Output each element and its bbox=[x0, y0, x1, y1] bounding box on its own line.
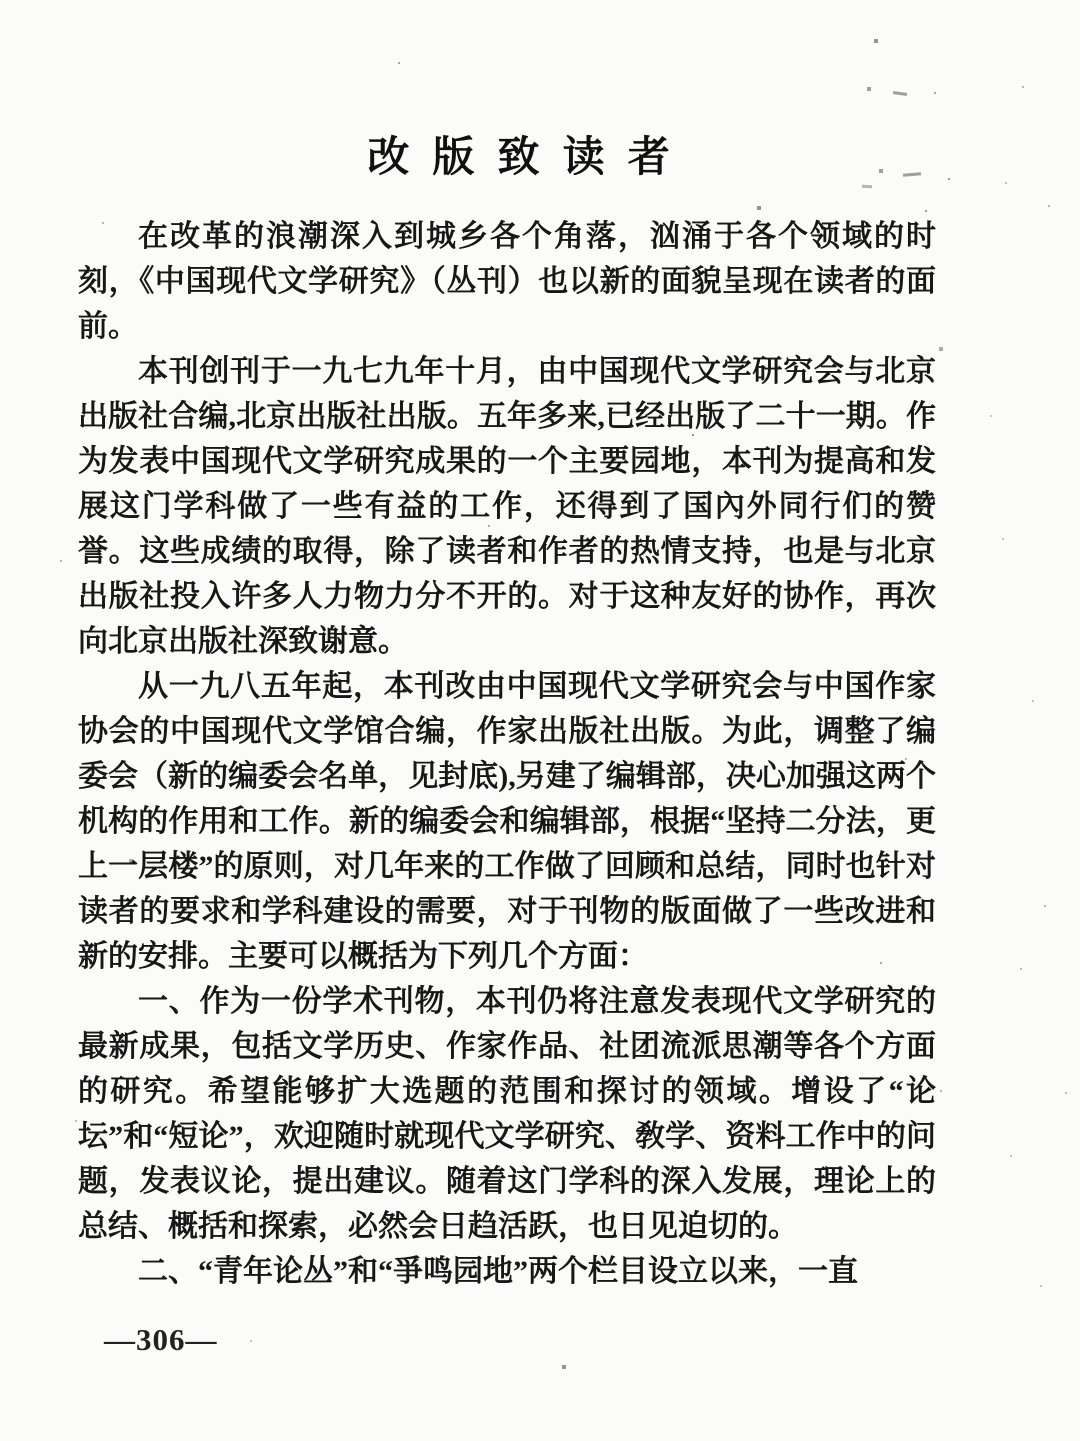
scan-noise-speckles bbox=[0, 0, 2, 2]
paragraph-intro: 在改革的浪潮深入到城乡各个角落，汹涌于各个领域的时刻，《中国现代文学研究》（丛刊）也以新的面貌呈现在读者的面前。 bbox=[78, 220, 936, 343]
page-number: —306— bbox=[104, 1322, 218, 1357]
scan-smudge-mark bbox=[893, 91, 907, 96]
paragraph-point-two: 二、“青年论丛”和“爭鸣园地”两个栏目设立以来，一直 bbox=[138, 1255, 858, 1288]
paragraph-reorganization: 从一九八五年起，本刊改由中国现代文学研究会与中国作家协会的中国现代文学馆合编，作家出版社出版。为此，调整了编委会（新的编委会名单，见封底),另建了编辑部，决心加强这两个机构的作用和工作。新的编委会和编辑部，根据“坚持二分法，更上一层楼”的原则，对几年来的工作做了回顾和总结，同时也针对读者的要求和学科建设的需要，对于刊物的版面做了一些改进和新的安排。主要可以概括为下列几个方面： bbox=[78, 670, 936, 973]
scan-smudge-mark bbox=[862, 185, 872, 189]
page-title: 改版致读者 bbox=[367, 135, 693, 181]
paragraph-history: 本刊创刊于一九七九年十月，由中国现代文学研究会与北京出版社合编,北京出版社出版。五年多来,已经出版了二十一期。作为发表中国现代文学研究成果的一个主要园地，本刊为提高和发展这门学科做了一些有益的工作，还得到了国內外同行们的赞誉。这些成绩的取得，除了读者和作者的热情支持，也是与北京出版社投入许多人力物力分不开的。对于这种友好的协作，再次向北京出版社深致谢意。 bbox=[78, 355, 936, 658]
paragraph-point-one: 一、作为一份学术刊物，本刊仍将注意发表现代文学研究的最新成果，包括文学历史、作家作品、社团流派思潮等各个方面的研究。希望能够扩大选题的范围和探讨的领域。增设了“论坛”和“短论”，欢迎随时就现代文学研究、敎学、资料工作中的问题，发表议论，提出建议。随着这门学科的深入发展，理论上的总结、概括和探索，必然会日趋活跃，也日见迫切的。 bbox=[78, 985, 936, 1243]
body-text bbox=[78, 214, 936, 1294]
